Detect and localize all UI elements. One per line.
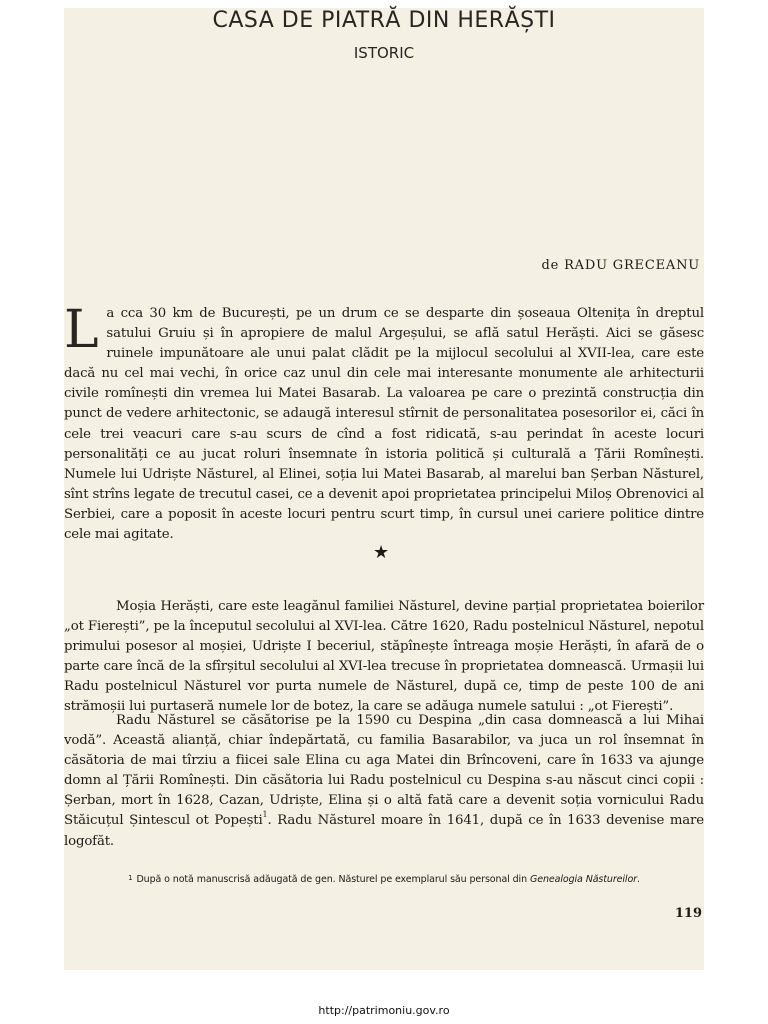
drop-cap: L <box>64 300 99 360</box>
footnote-end: . <box>636 874 640 885</box>
paragraph-marriage <box>64 711 704 852</box>
page-number: 119 <box>674 906 702 921</box>
paragraph-intro <box>64 300 704 545</box>
source-url: http://patrimoniu.gov.ro <box>318 1004 450 1017</box>
footnote-book-title: Genealogia Năstureilor <box>529 874 637 885</box>
footnote-text: După o notă manuscrisă adăugată de gen. Năsturel pe exemplarul său personal din <box>136 874 530 885</box>
footnote <box>64 874 704 885</box>
paragraph-estate: Moșia Herăști, care este leagănul familiei Năsturel, devine parțial proprietatea boierilor „ot Fierești”, pe la începutul secolului al XVI-lea. Către 1620, Radu postelnicul Năsturel, nepotul primului posesor al moșiei, Udriște I beceriul, stăpînește întreaga moșie Herăști, în afară de o parte care încă de la sfîrșitul secolului al XVI-lea trecuse în proprietatea domnească. Urmașii lui Radu postelnicul Năsturel vor purta numele de Năsturel, după ce, timp de peste 100 de ani strămoșii lui purtaseră numele lor de botez, la care se adăuga numele satului : „ot Fierești”. <box>64 599 704 715</box>
footnote-reference: 1 <box>262 810 268 820</box>
section-separator-star-icon: ★ <box>373 542 390 563</box>
article-title: CASA DE PIATRĂ DIN HERĂȘTI <box>212 8 556 33</box>
article-author: de RADU GRECEANU <box>541 258 700 273</box>
footnote-mark: 1 <box>128 874 133 882</box>
article-subtitle: ISTORIC <box>353 44 415 62</box>
paragraph-marriage-text: Radu Năsturel se căsătorise pe la 1590 cu Despina „din casa domnească a lui Mihai vodă”. Această alianță, chiar îndepărtată, cu familia Basarabilor, va juca un rol însemnat în căsătoria de mai tîrziu a fiicei sale Elina cu aga Matei din Brîncoveni, care în 1633 va ajunge domn al Țării Romînești. Din căsătoria lui Radu postelnicul cu Despina s-au născut cinci copii : Șerban, mort în 1628, Cazan, Udriște, Elina și o altă fată care a devenit soția vornicului Radu Stăicuțul Șintescul ot Popești <box>64 713 704 829</box>
paragraph-intro-text: a cca 30 km de București, pe un drum ce se desparte din șoseaua Oltenița în dreptul satului Gruiu și în apropiere de malul Argeșului, se află satul Herăști. Aici se găsesc ruinele impunătoare ale unui palat clădit pe la mijlocul secolului al XVII-lea, care este dacă nu cel mai vechi, în orice caz unul din cele mai interesante monumente ale arhitecturii civile romînești din vremea lui Matei Basarab. La valoarea pe care o prezintă construcția din punct de vedere arhitectonic, se adaugă interesul stîrnit de personalitatea posesorilor ei, căci în cele trei veacuri care s-au scurs de cînd a fost ridicată, s-au perindat în aceste locuri personalități ce au jucat roluri însemnate în istoria politică și culturală a Țării Romînești. Numele lui Udriște Năsturel, al Elinei, soția lui Matei Basarab, al marelui ban Șerban Năsturel, sînt strîns legate de trecutul casei, ce a devenit apoi proprietatea principelui Miloș Obrenovici al Serbiei, care a poposit în aceste locuri pentru scurt timp, în cursul unei cariere politice dintre cele mai agitate. <box>64 306 704 543</box>
paragraph-marriage-end: . Radu Năsturel moare în 1641, după ce în 1633 devenise mare logofăt. <box>64 813 704 849</box>
